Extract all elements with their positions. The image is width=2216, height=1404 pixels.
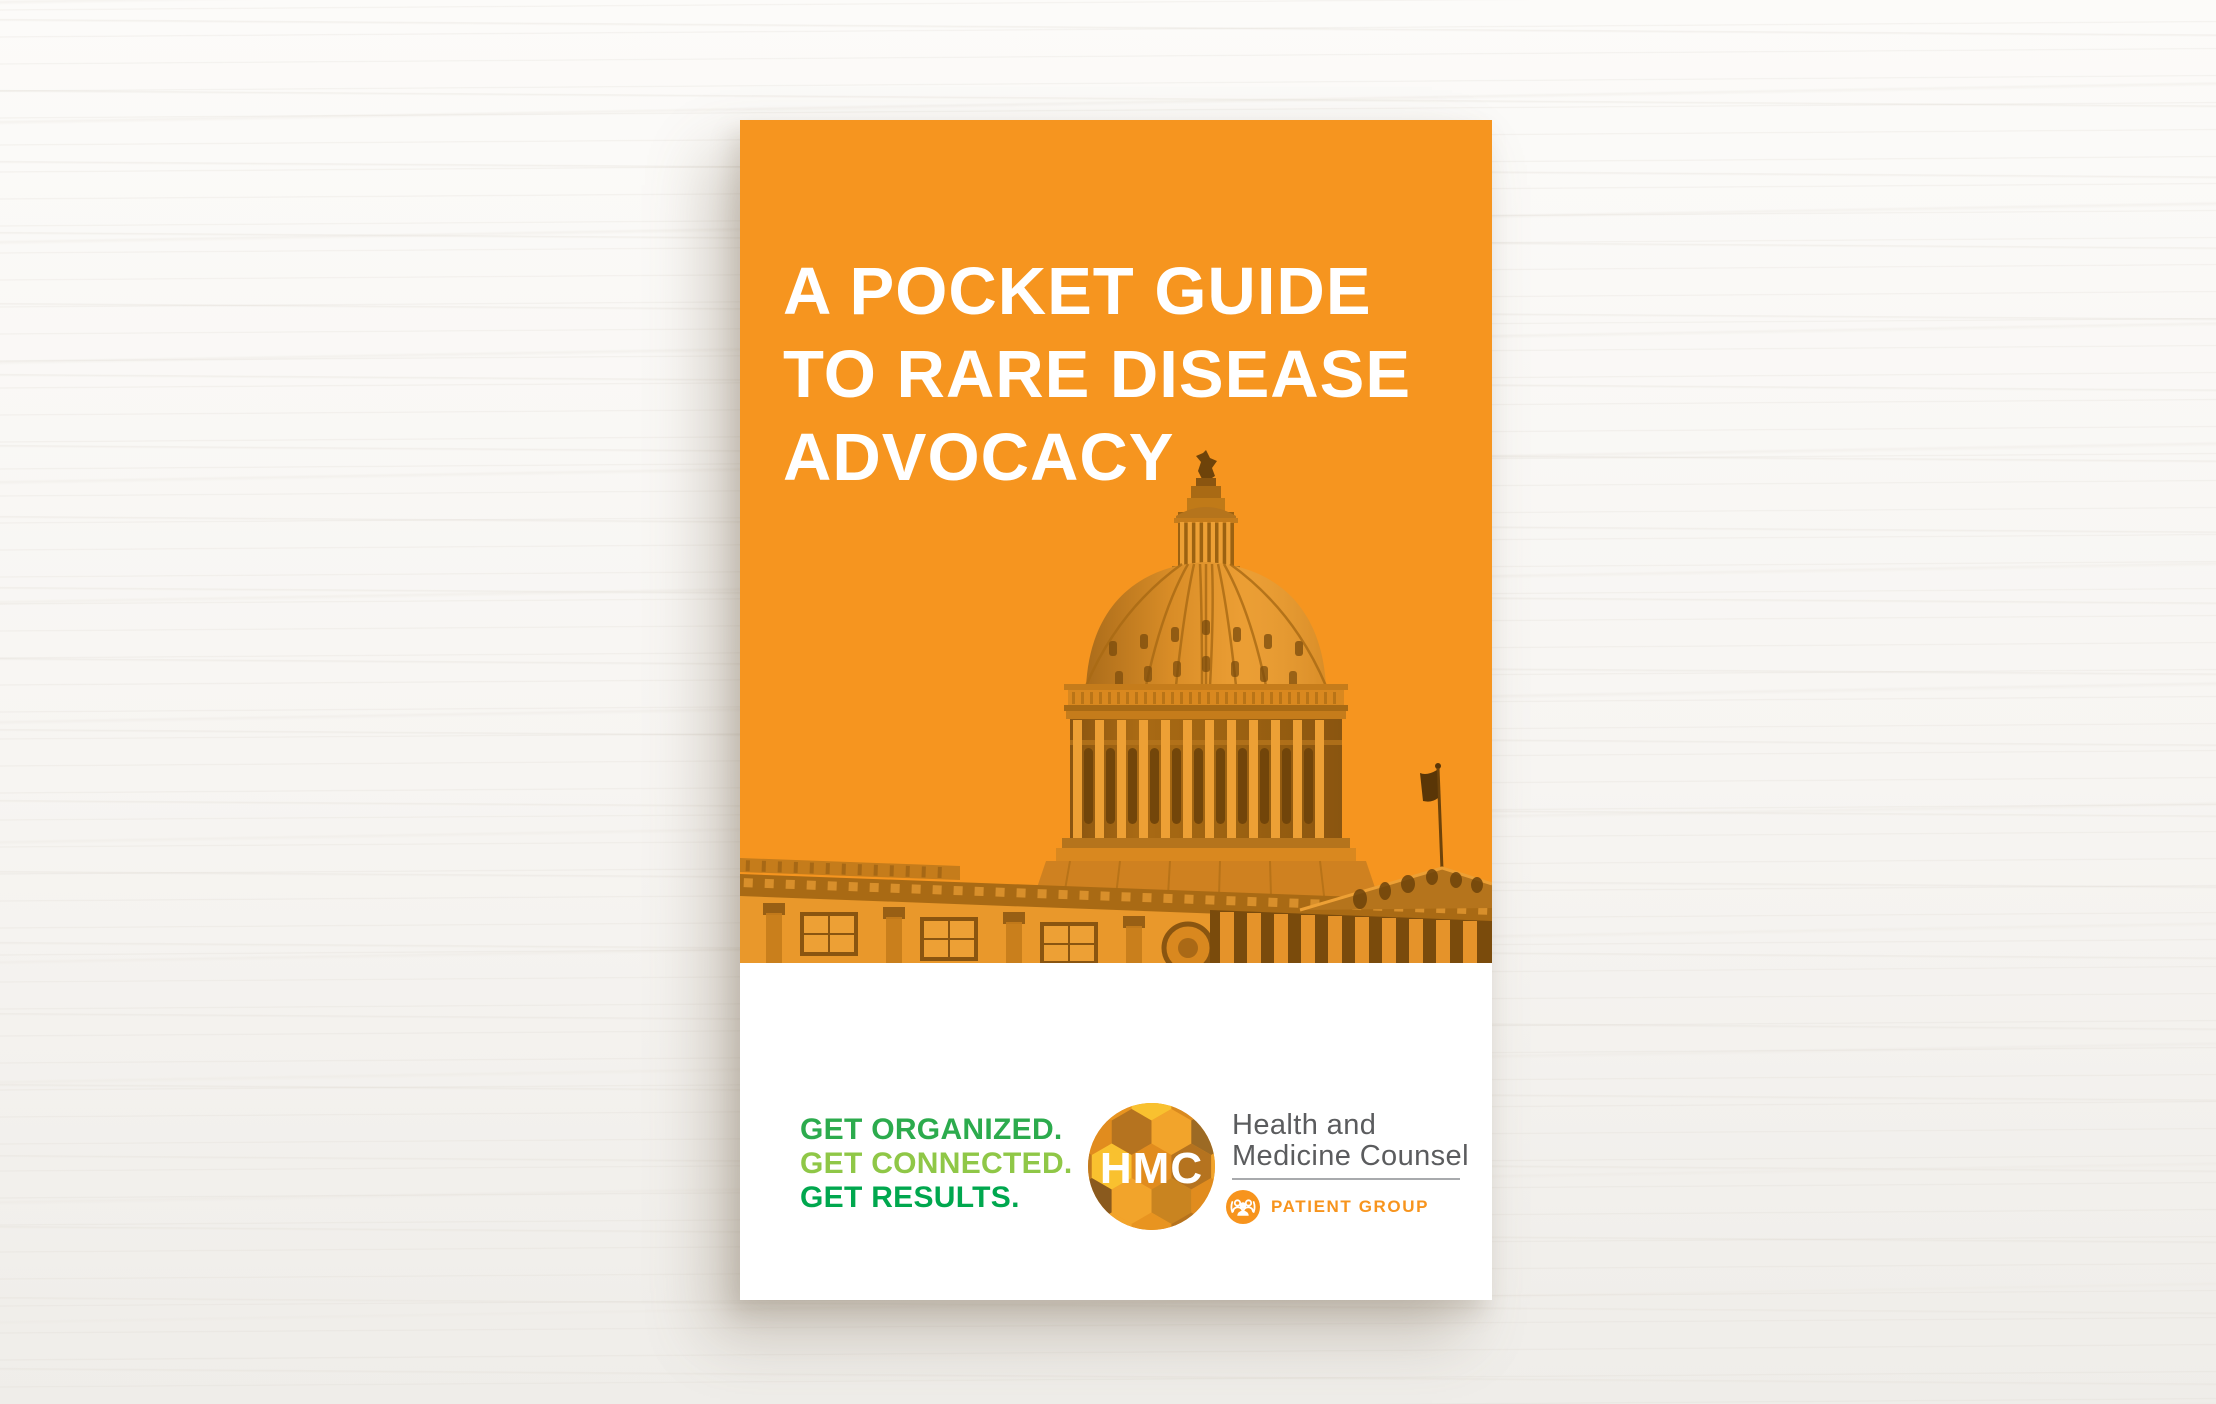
org-name — [1232, 1110, 1469, 1172]
capitol-building-image — [740, 120, 1492, 963]
cover-top-panel — [740, 120, 1492, 963]
cover-title-line-3: ADVOCACY — [783, 420, 1175, 495]
pocket-guide-cover — [740, 120, 1492, 1300]
dome-drum-colonnade — [1056, 711, 1356, 861]
cover-title-line-1: A POCKET GUIDE — [783, 254, 1372, 329]
tagline-line-organized: GET ORGANIZED. — [800, 1113, 1063, 1146]
tagline-line-results: GET RESULTS. — [800, 1181, 1020, 1214]
patient-group-icon — [1226, 1190, 1260, 1224]
patient-group-label: PATIENT GROUP — [1271, 1197, 1430, 1216]
cover-title — [783, 250, 1411, 499]
tagline — [800, 1113, 1073, 1215]
patient-group-row — [1226, 1190, 1429, 1224]
hmc-logo-icon — [1088, 1103, 1215, 1230]
hmc-monogram: HMC — [1099, 1144, 1204, 1193]
dome-balustrade — [1064, 684, 1348, 711]
logo-divider — [1232, 1178, 1460, 1180]
cover-title-line-2: TO RARE DISEASE — [783, 337, 1412, 412]
cover-bottom-panel — [740, 963, 1492, 1300]
tagline-line-connected: GET CONNECTED. — [800, 1147, 1073, 1180]
capitol-dome — [1086, 562, 1326, 688]
org-name-line-1: Health and — [1232, 1109, 1377, 1141]
org-name-line-2: Medicine Counsel — [1232, 1140, 1469, 1172]
